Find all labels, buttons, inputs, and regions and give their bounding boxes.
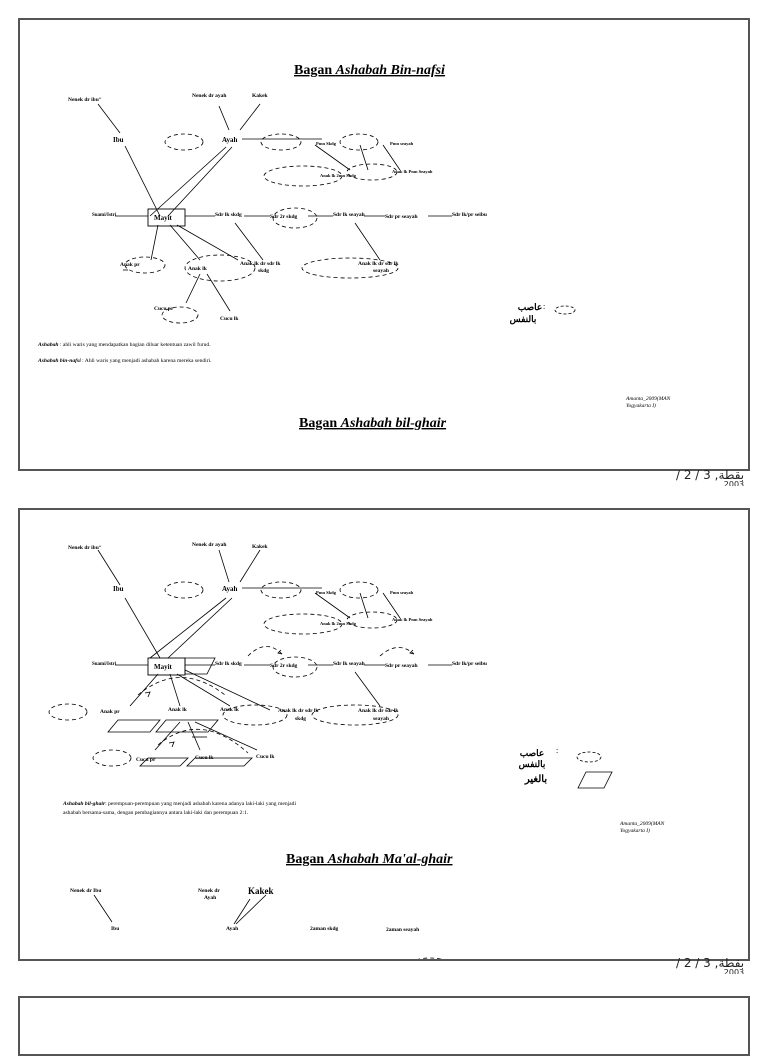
next-section-title: Bagan Ashabah bil-ghair <box>299 416 447 431</box>
diagram-title: Bagan Ashabah Bin-nafsi <box>294 63 445 78</box>
node-suami-istri: Suami/Istri <box>92 213 117 218</box>
node-ayah-bottom: Ayah <box>226 926 239 932</box>
legend-arabic-ashib: عاصب <box>517 302 543 312</box>
ashabah-bin-nafsi-diagram <box>20 20 748 469</box>
node-paman-seayah-bottom: 2aman seayah <box>386 927 420 933</box>
node-sdr-lk-seayah: Sdr lk seayah <box>333 661 365 667</box>
node-anak-lk-paman-seayah: Anak lk Pmn Seayah <box>392 617 433 622</box>
legend-colon: : <box>556 746 559 755</box>
node-cucu-lk: Cucu lk <box>195 755 214 761</box>
node-nenek-ibu: Nenek dr ibuʺ <box>68 545 102 551</box>
node-paman-skdg: Pmn Skdg <box>316 590 336 595</box>
credit-line-2: Yogyakarta I) <box>626 403 656 409</box>
next-section-title: Bagan Ashabah Ma'al-ghair <box>286 852 453 867</box>
node-cucu-pr: Cucu pr <box>154 306 174 312</box>
node-anak-pr: Anak pr <box>100 709 120 715</box>
node-anak-lk-paman-skdg: Anak lk 2mn Skdg <box>320 173 356 178</box>
node-nenek-ibu-bottom: Nenek dr Ibu <box>70 888 102 894</box>
credit-line-2: Yogyakarta I) <box>620 828 650 834</box>
credit-line-1: Amanta_2009(MAN <box>620 821 665 827</box>
legend-colon: : <box>543 302 546 311</box>
node-cucu-lk-2: Cucu lk <box>256 754 275 760</box>
legend-arabic-ashib: عاصب <box>519 748 545 758</box>
node-nenek-ibu: Nenek dr ibuʺ <box>68 97 102 103</box>
node-nenek-ayah-bottom-line2: Ayah <box>204 895 217 901</box>
node-anak-lk-2: Anak lk <box>220 707 239 713</box>
node-paman-skdg-bottom: 2aman skdg <box>310 926 339 932</box>
node-anak-pr: Anak pr <box>120 262 140 268</box>
node-kakek: Kakek <box>252 93 268 99</box>
page-number-1: / 2 / 3 ,بقطة 2003 <box>676 468 745 486</box>
node-suami-istri: Suami/Istri <box>92 662 117 667</box>
credit-line-1: Amanta_2009(MAN <box>626 396 671 402</box>
node-ibu: Ibu <box>113 136 124 144</box>
node-sdr-pr-skdg: Sdr 2r skdg <box>270 663 298 669</box>
document-page-1 <box>18 18 750 471</box>
node-sdr-pr-seayah: Sdr pr seayah <box>385 663 418 669</box>
node-anak-lk-sdr-lk-skdg-line2: skdg <box>295 716 307 722</box>
node-paman-seayah: Pmn seayah <box>390 590 414 595</box>
node-sdr-lk-pr-seibu: Sdr lk/pr seibu <box>452 661 487 667</box>
node-sdr-lk-skdg: Sdr lk skdg <box>215 212 242 218</box>
node-paman-seayah: Pmn seayah <box>390 141 414 146</box>
node-ayah: Ayah <box>222 136 238 144</box>
node-ibu-bottom: Ibu <box>111 926 120 932</box>
node-anak-lk: Anak lk <box>168 707 187 713</box>
node-sdr-pr-skdg: Sdr 2r skdg <box>270 214 298 220</box>
node-anak-lk-sdr-lk-skdg: Anak lk dr sdr lk <box>278 708 319 714</box>
definition-bin-nafsi: Ashabah bin-nafsi : Ahli waris yang menjadi ashabah karena mereka sendiri. <box>38 358 212 364</box>
node-kakek: Kakek <box>252 544 268 550</box>
legend-arabic-binnafs: بالنفس <box>518 759 546 769</box>
document-page-3 <box>18 996 750 1056</box>
definition-ashabah: Ashabah : ahli waris yang mendapatkan bagian diluar ketentuan zawil furud. <box>38 342 211 348</box>
node-anak-lk-sdr-lk-skdg: Anak lk dr sdr lk <box>240 261 281 267</box>
node-anak-lk-sdr-lk-seayah: Anak lk dr sdr lk <box>358 708 399 714</box>
node-cucu-pr: Cucu pr <box>136 757 156 763</box>
legend-arabic-binnafs: بالنفس <box>509 314 537 324</box>
document-page-2 <box>18 508 750 961</box>
node-anak-lk-paman-seayah: Anak lk Pmn Seayah <box>392 169 433 174</box>
node-nenek-ayah-bottom: Nenek dr <box>198 888 220 894</box>
definition-bil-ghair-line2: ashabah bersama-sama, dengan pembagiannya antara laki-laki dan perempuan 2:1. <box>63 810 249 816</box>
node-sdr-lk-pr-seibu: Sdr lk/pr seibu <box>452 212 487 218</box>
node-anak-lk-sdr-lk-skdg-line2: skdg <box>258 268 270 274</box>
ashabah-bil-ghair-diagram <box>20 510 748 959</box>
node-anak-lk-sdr-lk-seayah: Anak lk dr sdr lk <box>358 261 399 267</box>
node-ibu: Ibu <box>113 585 124 593</box>
node-nenek-ayah: Nenek dr ayah <box>192 93 227 99</box>
node-anak-lk: Anak lk <box>188 266 207 272</box>
page-number-2: / 2 / 3 ,بقطة 2003 <box>676 956 745 974</box>
node-paman-skdg: Pmn Skdg <box>316 141 336 146</box>
node-anak-lk-sdr-lk-seayah-line2: seayah <box>373 268 389 274</box>
node-kakek-bottom: Kakek <box>248 886 274 896</box>
node-cucu-lk: Cucu lk <box>220 316 239 322</box>
definition-bil-ghair: Ashabah bil-ghair: perempuan-perempuan yang menjadi ashabah karena adanya laki-laki yang menjadi <box>63 801 297 807</box>
node-sdr-pr-seayah: Sdr pr seayah <box>385 214 418 220</box>
node-mayit: Mayit <box>154 214 172 222</box>
node-sdr-lk-skdg: Sdr lk skdg <box>215 661 242 667</box>
node-nenek-ayah: Nenek dr ayah <box>192 542 227 548</box>
node-ayah: Ayah <box>222 585 238 593</box>
node-sdr-lk-seayah: Sdr lk seayah <box>333 212 365 218</box>
legend-arabic-bilghair: بالغير <box>524 774 548 785</box>
node-anak-lk-sdr-lk-seayah-line2: seayah <box>373 716 389 722</box>
node-anak-lk-paman-skdg: Anak lk 2mn Skdg <box>320 621 356 626</box>
stray-ellipse <box>411 958 449 959</box>
node-mayit: Mayit <box>154 663 172 671</box>
